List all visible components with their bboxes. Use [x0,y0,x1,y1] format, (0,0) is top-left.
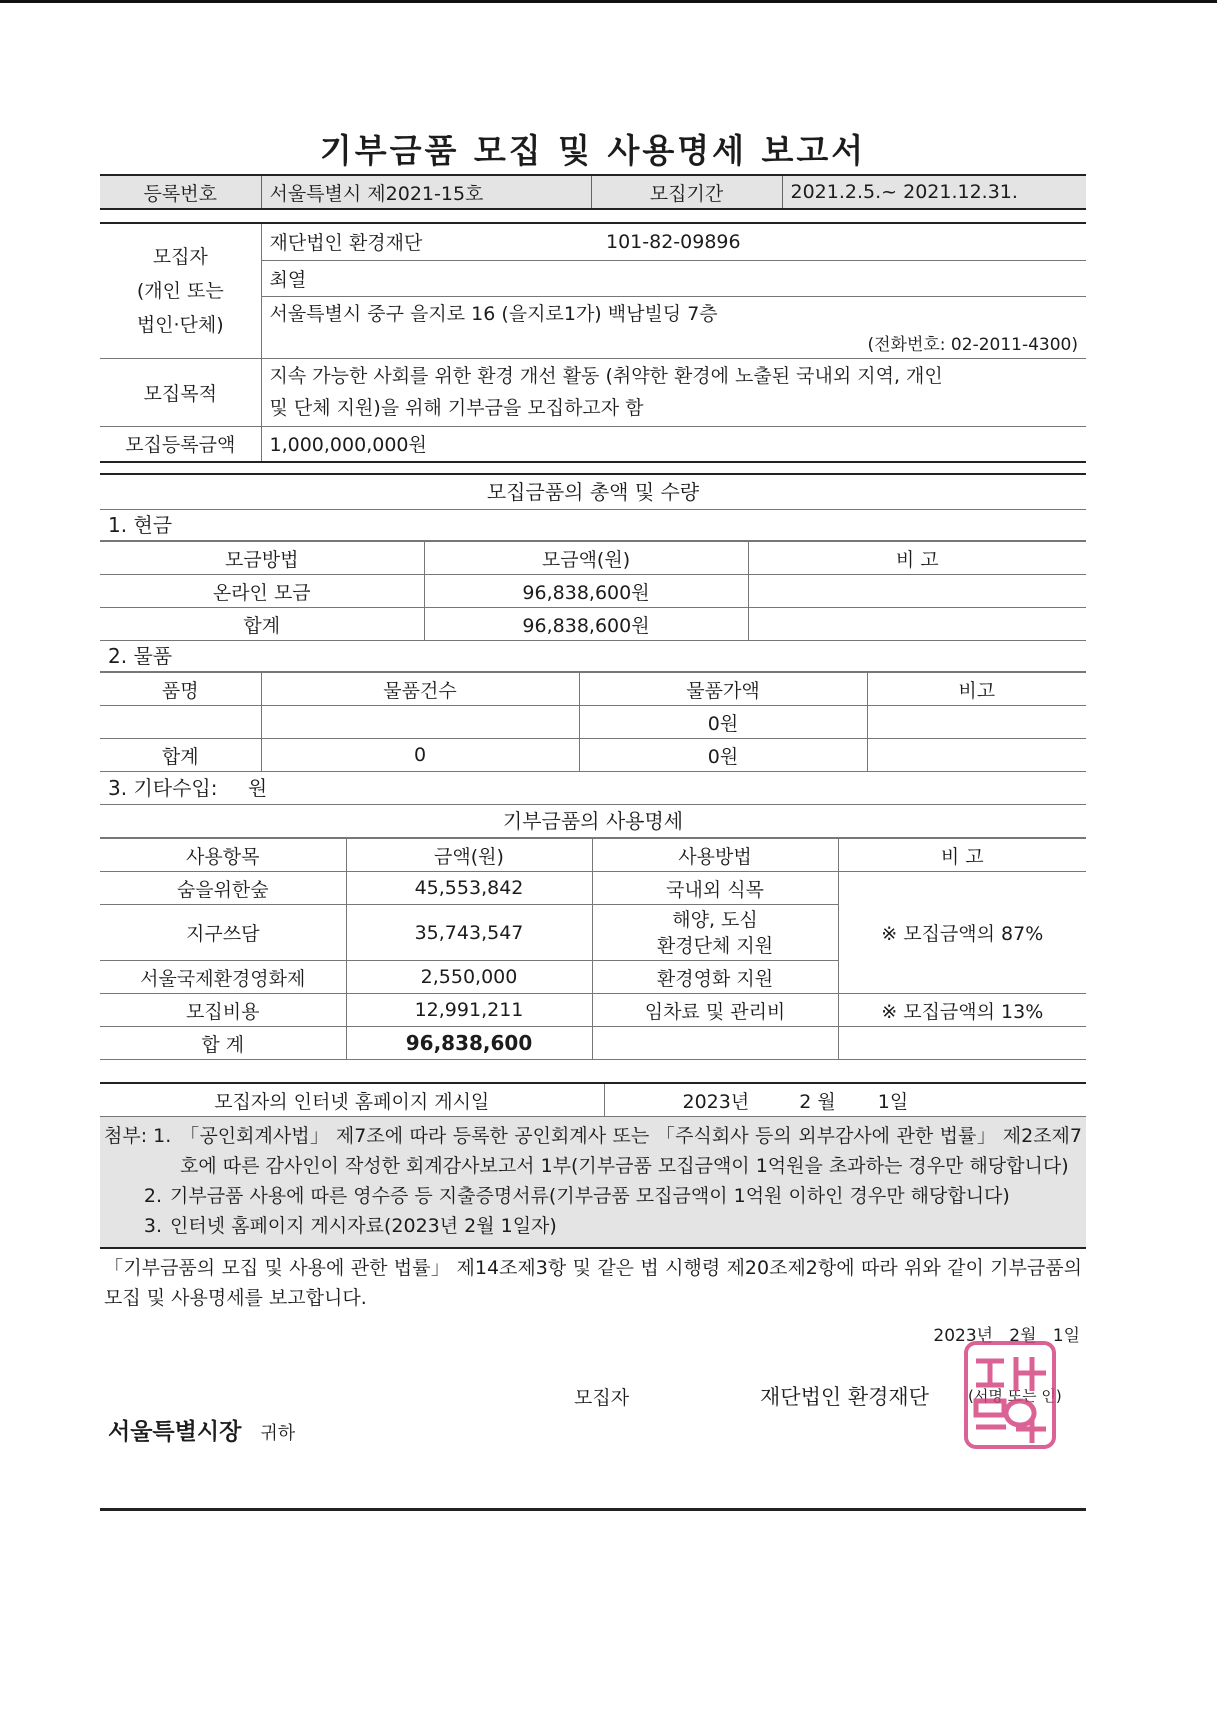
official-seal-icon [962,1339,1058,1451]
collector-biz-number: 101-82-09896 [598,224,1086,260]
usage-total-note [838,1027,1086,1060]
registration-table [100,174,1086,210]
web-post-table [100,1082,1086,1117]
usage-row-method: 임차료 및 관리비 [592,994,838,1027]
cash-total-label: 합계 [100,608,424,641]
usage-total-method [592,1027,838,1060]
collector-label [100,224,261,358]
attachment-item-1 [104,1121,1082,1181]
other-income-heading: 3. 기타수입: [108,776,218,800]
usage-row-method-line1: 해양, 도심 [672,908,758,931]
attachment-item-2 [104,1181,1082,1211]
purpose-label: 모집목적 [100,358,261,426]
addressee-honorific: 귀하 [260,1423,296,1444]
attachment-number-3: 3. [143,1215,162,1237]
period-value: 2021.2.5.~ 2021.12.31. [782,175,1086,209]
addressee [108,1413,295,1446]
signature-note: (서명 또는 인) [968,1387,1062,1405]
usage-row-method [592,905,838,961]
goods-heading: 2. 물품 [100,641,1086,672]
signature-org: 재단법인 환경재단 [760,1385,929,1409]
goods-total-label: 합계 [100,739,261,772]
web-post-label: 모집자의 인터넷 홈페이지 게시일 [100,1083,604,1117]
collector-address: 서울특별시 중구 을지로 16 (을지로1가) 백남빌딩 7층 [269,302,718,325]
web-post-date [604,1083,1086,1117]
goods-total-count: 0 [261,739,579,772]
totals-section-title: 모집금품의 총액 및 수량 [100,475,1086,510]
purpose-text [261,358,1086,426]
registration-number-value: 서울특별시 제2021-15호 [261,175,591,209]
web-post-day: 1일 [877,1090,909,1113]
cash-row-amount: 96,838,600원 [424,575,748,608]
attachment-number-2: 2. [143,1185,162,1207]
goods-header-name: 품명 [100,673,261,706]
attachment-text-3: 인터넷 홈페이지 게시자료(2023년 2월 1일자) [170,1215,557,1237]
cash-heading: 1. 현금 [100,510,1086,541]
usage-row-method: 환경영화 지원 [592,961,838,994]
web-post-year: 2023년 [682,1090,750,1113]
goods-row-count [261,706,579,739]
usage-note-13: ※ 모집금액의 13% [838,994,1086,1027]
registered-amount-label: 모집등록금액 [100,426,261,462]
usage-table [100,838,1086,1060]
goods-header-value: 물품가액 [579,673,867,706]
goods-table [100,672,1086,772]
usage-row-amount: 35,743,547 [346,905,592,961]
cash-total-note [748,608,1086,641]
attachment-text-1: 「공인회계사법」 제7조에 따라 등록한 공인회계사 또는 「주식회사 등의 외부감사에 관한 법률」 제2조제7호에 따른 감사인이 작성한 회계감사보고서 1부(기부금품 모집금액이 1억원을 초과하는 경우만 해당합니다) [180,1125,1082,1177]
usage-row-amount: 45,553,842 [346,872,592,905]
usage-row-item: 서울국제환경영화제 [100,961,346,994]
addressee-name: 서울특별시장 [108,1419,242,1445]
other-income-unit: 원 [247,776,268,800]
collector-org-name: 재단법인 환경재단 [261,224,598,260]
collector-representative: 최열 [261,260,1086,296]
report-date: 2023년 2월 1일 [933,1326,1080,1346]
attachment-item-3 [104,1211,1082,1241]
collector-label-line3: 법인·단체) [136,313,224,336]
closing-statement: 「기부금품의 모집 및 사용에 관한 법률」 제14조제3항 및 같은 법 시행령 제20조제2항에 따라 위와 같이 기부금품의 모집 및 사용명세를 보고합니다. [104,1257,1082,1309]
cash-total-amount: 96,838,600원 [424,608,748,641]
usage-title: 기부금품의 사용명세 [100,805,1086,838]
purpose-line1: 지속 가능한 사회를 위한 환경 개선 활동 (취약한 환경에 노출된 국내외 지역, 개인 [269,365,943,387]
usage-row-item: 지구쓰담 [100,905,346,961]
signature-label: 모집자 [574,1387,630,1409]
scan-top-border [0,0,1217,3]
other-income-row [100,772,1086,805]
goods-header-count: 물품건수 [261,673,579,706]
usage-header-method: 사용방법 [592,839,838,872]
usage-total-amount: 96,838,600 [346,1027,592,1060]
collector-label-line2: (개인 또는 [136,279,224,302]
cash-row-method: 온라인 모금 [100,575,424,608]
goods-row-name [100,706,261,739]
registration-number-label: 등록번호 [100,175,261,209]
usage-total-label: 합 계 [100,1027,346,1060]
purpose-line2: 및 단체 지원)을 위해 기부금을 모집하고자 함 [269,397,644,419]
attachments-box [100,1117,1086,1249]
goods-row-note [867,706,1086,739]
collector-phone: (전화번호: 02-2011-4300) [261,328,1086,358]
usage-header-amount: 금액(원) [346,839,592,872]
usage-header-item: 사용항목 [100,839,346,872]
goods-total-value: 0원 [579,739,867,772]
attachment-text-2: 기부금품 사용에 따른 영수증 등 지출증명서류(기부금품 모집금액이 1억원 이하인 경우만 해당합니다) [170,1185,1010,1207]
document-bottom-rule [100,1508,1086,1511]
usage-note-87: ※ 모집금액의 87% [838,872,1086,994]
goods-row-value: 0원 [579,706,867,739]
usage-row-item: 숨을위한숲 [100,872,346,905]
web-post-month: 2 월 [799,1090,836,1113]
usage-row-method-line2: 환경단체 지원 [656,934,774,957]
usage-header-note: 비 고 [838,839,1086,872]
cash-header-method: 모금방법 [100,542,424,575]
report-title: 기부금품 모집 및 사용명세 보고서 [319,131,867,170]
goods-header-note: 비고 [867,673,1086,706]
usage-row-amount: 12,991,211 [346,994,592,1027]
report-document [100,128,1086,1471]
signature-block [100,1351,1086,1471]
period-label: 모집기간 [591,175,782,209]
cash-header-amount: 모금액(원) [424,542,748,575]
cash-table [100,541,1086,641]
registered-amount-value: 1,000,000,000원 [261,426,1086,462]
collector-label-line1: 모집자 [152,245,208,268]
goods-total-note [867,739,1086,772]
attachment-prefix: 첨부: 1. [104,1125,172,1147]
usage-row-amount: 2,550,000 [346,961,592,994]
cash-header-note: 비 고 [748,542,1086,575]
cash-row-note [748,575,1086,608]
collector-info-table [100,224,1086,463]
usage-row-method: 국내외 식목 [592,872,838,905]
usage-row-item: 모집비용 [100,994,346,1027]
